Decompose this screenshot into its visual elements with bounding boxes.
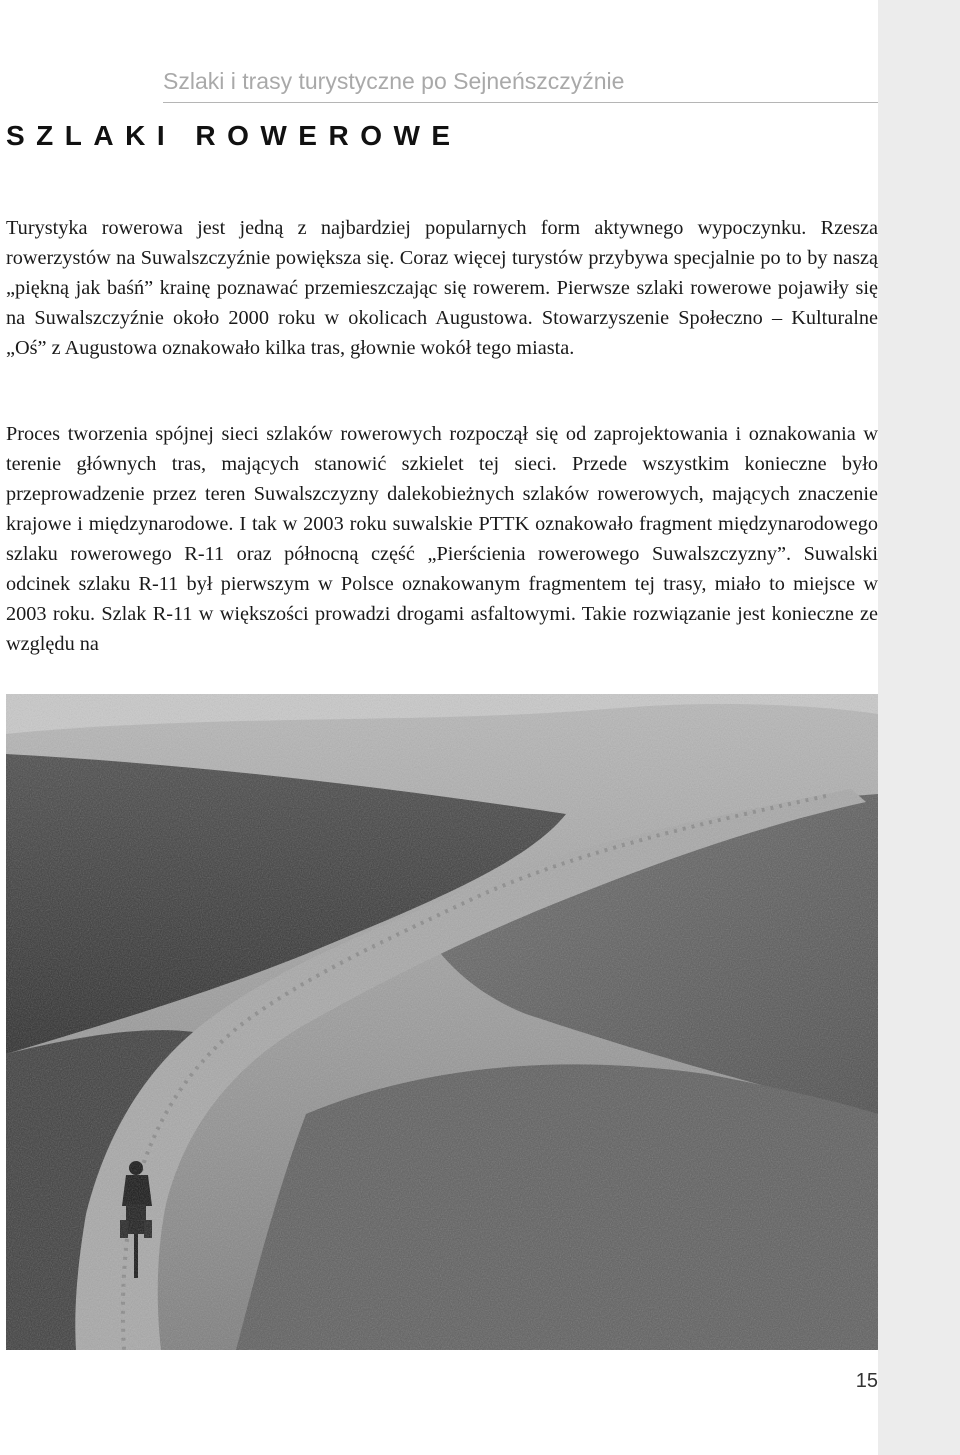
paragraph-1: Turystyka rowerowa jest jedną z najbardziej popularnych form aktywnego wypoczynku. Rzesza rowerzystów na Suwalszczyźnie powiększa się. Coraz więcej turystów przybywa specjalnie po to by naszą „piękną jak baśń” krainę poznawać przemieszczając się rowerem. Pierwsze szlaki rowerowe pojawiły się na Suwalszczyźnie około 2000 roku w okolicach Augustowa. Stowarzyszenie Społeczno – Kulturalne „Oś” z Augustowa oznakowało kilka tras, głownie wokół tego miasta.: [6, 217, 878, 359]
running-header: Szlaki i trasy turystyczne po Sejneńszczyźnie: [163, 68, 625, 94]
paragraph-2: Proces tworzenia spójnej sieci szlaków rowerowych rozpoczął się od zaprojektowania i oznakowania w terenie głównych tras, mających stanowić szkielet tej sieci. Przede wszystkim konieczne było przeprowadzenie przez teren Suwalszczyzny dalekobieżnych szlaków rowerowych, mających znaczenie krajowe i międzynarodowe. I tak w 2003 roku suwalskie PTTK oznakowało fragment międzynarodowego szlaku rowerowego R-11 oraz północną część „Pierścienia rowerowego Suwalszczyzny”. Suwalski odcinek szlaku R-11 był pierwszym w Polsce oznakowanym fragmentem tej trasy, miało to miejsce w 2003 roku. Szlak R-11 w większości prowadzi drogami asfaltowymi. Takie rozwiązanie jest konieczne ze względu na: [6, 423, 878, 655]
section-heading: SZLAKI ROWEROWE: [6, 120, 462, 151]
page-edge-band: [878, 0, 960, 1455]
cyclist-road-photo: [6, 694, 878, 1350]
header-rule: [163, 102, 878, 103]
page-number: 15: [855, 1370, 878, 1392]
